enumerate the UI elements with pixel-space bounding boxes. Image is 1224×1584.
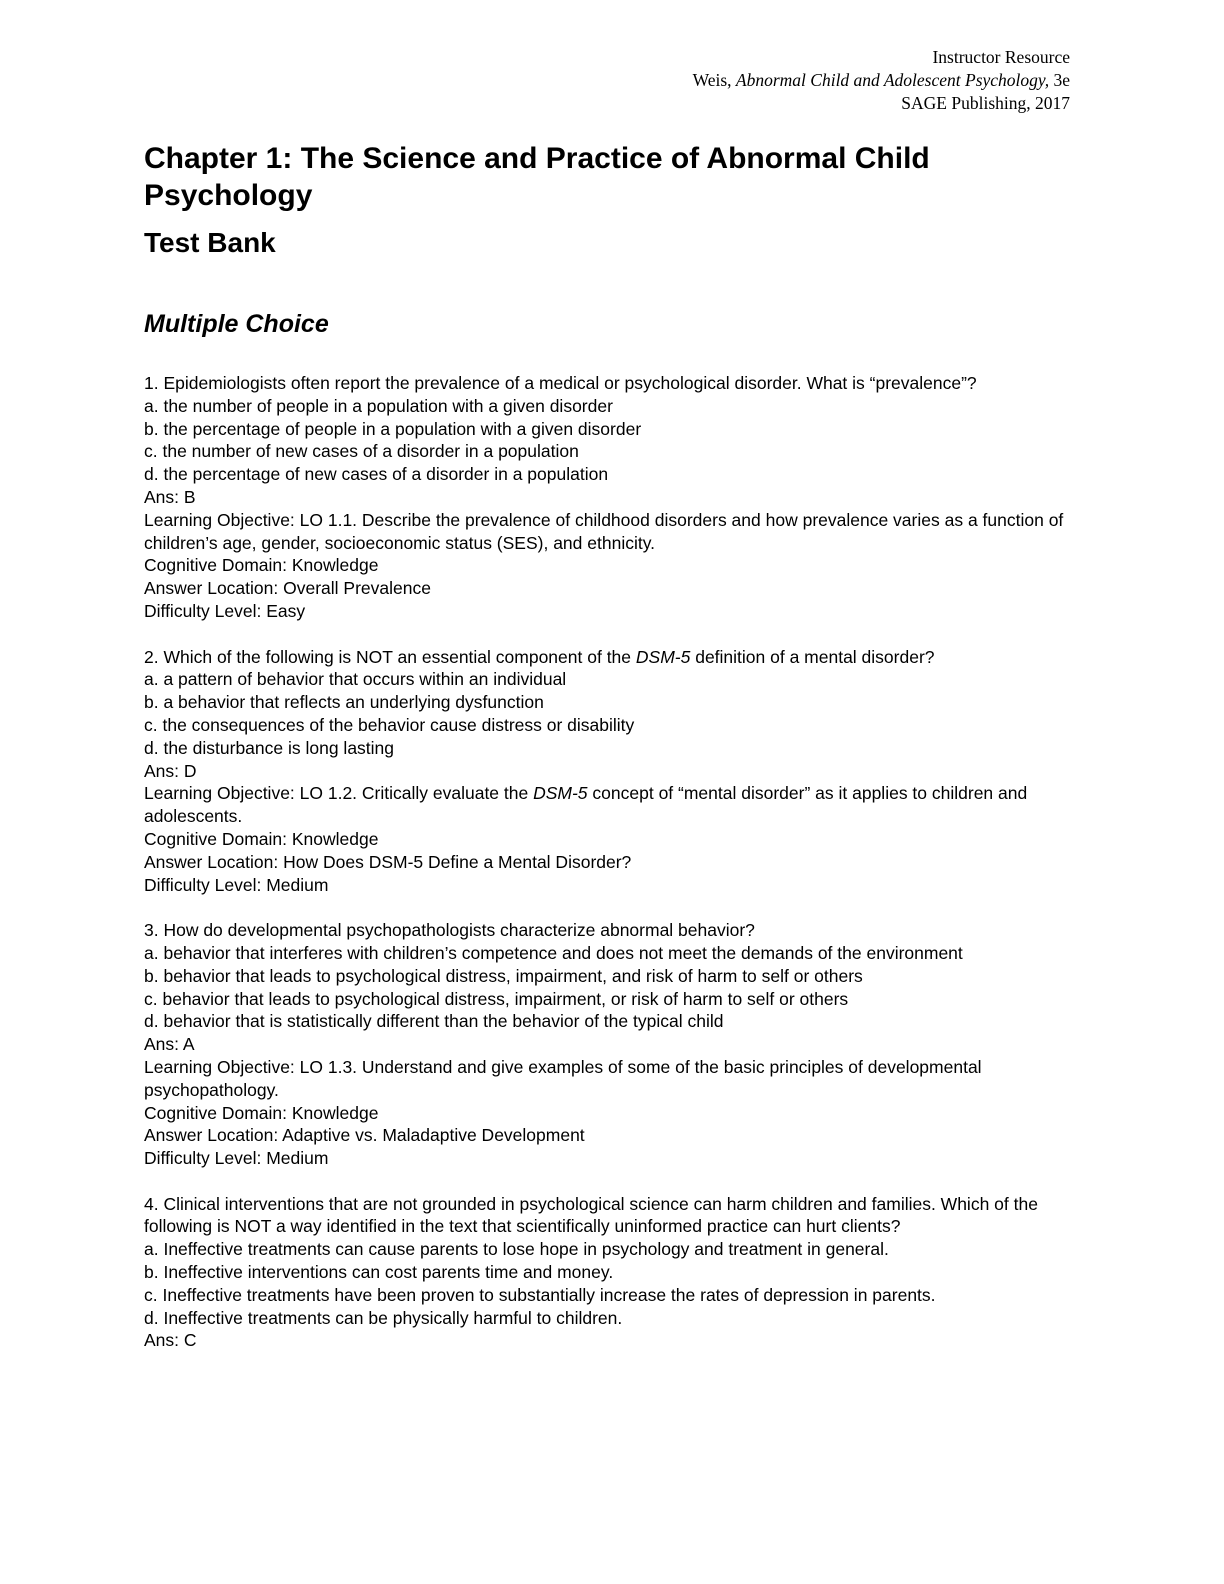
answer-option: c. the number of new cases of a disorder in a population: [144, 441, 579, 462]
answer-option: d. Ineffective treatments can be physically harmful to children.: [144, 1307, 623, 1328]
answer-option: c. Ineffective treatments have been proven to substantially increase the rates of depression in parents.: [144, 1284, 936, 1305]
document-body: [144, 140, 1084, 1375]
document-subtitle: Test Bank: [144, 227, 276, 258]
answer-option: b. behavior that leads to psychological distress, impairment, and risk of harm to self or others: [144, 965, 863, 986]
answer-option: b. a behavior that reflects an underlying dysfunction: [144, 692, 544, 713]
question-stem: 2. Which of the following is NOT an essential component of the DSM-5 definition of a mental disorder?: [144, 646, 935, 667]
question-list: [144, 372, 1084, 1352]
answer-option: d. behavior that is statistically different than the behavior of the typical child: [144, 1011, 724, 1032]
header-book-citation: Weis, Abnormal Child and Adolescent Psychology, 3e: [692, 70, 1070, 90]
answer-option: c. behavior that leads to psychological distress, impairment, or risk of harm to self or others: [144, 988, 849, 1009]
question-stem: 3. How do developmental psychopathologists characterize abnormal behavior?: [144, 920, 755, 941]
section-heading: Multiple Choice: [144, 310, 329, 338]
cognitive-domain: Cognitive Domain: Knowledge: [144, 1102, 379, 1123]
difficulty-level: Difficulty Level: Easy: [144, 600, 306, 621]
header-resource-label: Instructor Resource: [932, 47, 1070, 67]
header-publisher: SAGE Publishing, 2017: [901, 93, 1070, 113]
answer-key: Ans: A: [144, 1034, 195, 1055]
answer-option: a. the number of people in a population with a given disorder: [144, 395, 613, 416]
difficulty-level: Difficulty Level: Medium: [144, 1148, 329, 1169]
answer-option: b. the percentage of people in a population with a given disorder: [144, 418, 642, 439]
answer-key: Ans: D: [144, 760, 197, 781]
learning-objective: Learning Objective: LO 1.1. Describe the prevalence of childhood disorders and how prevalence varies as a function of children’s age, gender, socioeconomic status (SES), and ethnicity.: [144, 509, 1064, 553]
question-stem: 4. Clinical interventions that are not grounded in psychological science can harm children and families. Which of the following is NOT a way identified in the text that scientifically uninformed practice can hurt clients?: [144, 1193, 1038, 1237]
learning-objective: Learning Objective: LO 1.3. Understand and give examples of some of the basic principles of developmental psychopathology.: [144, 1056, 982, 1100]
question-item: [144, 646, 1084, 897]
answer-option: b. Ineffective interventions can cost parents time and money.: [144, 1262, 614, 1283]
cognitive-domain: Cognitive Domain: Knowledge: [144, 828, 379, 849]
answer-location: Answer Location: Adaptive vs. Maladaptive Development: [144, 1125, 585, 1146]
difficulty-level: Difficulty Level: Medium: [144, 874, 329, 895]
answer-option: c. the consequences of the behavior cause distress or disability: [144, 714, 635, 735]
answer-option: a. behavior that interferes with children’s competence and does not meet the demands of the environment: [144, 942, 963, 963]
chapter-title: Chapter 1: The Science and Practice of Abnormal Child Psychology: [144, 142, 930, 212]
answer-location: Answer Location: Overall Prevalence: [144, 578, 431, 599]
answer-key: Ans: C: [144, 1330, 197, 1351]
question-item: [144, 919, 1084, 1170]
book-title: Abnormal Child and Adolescent Psychology,: [735, 70, 1050, 90]
answer-option: d. the disturbance is long lasting: [144, 737, 395, 758]
page-header: [693, 46, 1070, 115]
answer-option: d. the percentage of new cases of a disorder in a population: [144, 464, 609, 485]
question-item: [144, 372, 1084, 623]
cognitive-domain: Cognitive Domain: Knowledge: [144, 555, 379, 576]
answer-option: a. a pattern of behavior that occurs within an individual: [144, 669, 567, 690]
learning-objective: Learning Objective: LO 1.2. Critically evaluate the DSM-5 concept of “mental disorder” as it applies to children and adolescents.: [144, 783, 1028, 827]
question-stem: 1. Epidemiologists often report the prevalence of a medical or psychological disorder. What is “prevalence”?: [144, 373, 977, 393]
answer-location: Answer Location: How Does DSM-5 Define a Mental Disorder?: [144, 851, 632, 872]
answer-key: Ans: B: [144, 486, 196, 507]
answer-option: a. Ineffective treatments can cause parents to lose hope in psychology and treatment in general.: [144, 1239, 889, 1260]
question-item: [144, 1193, 1084, 1353]
